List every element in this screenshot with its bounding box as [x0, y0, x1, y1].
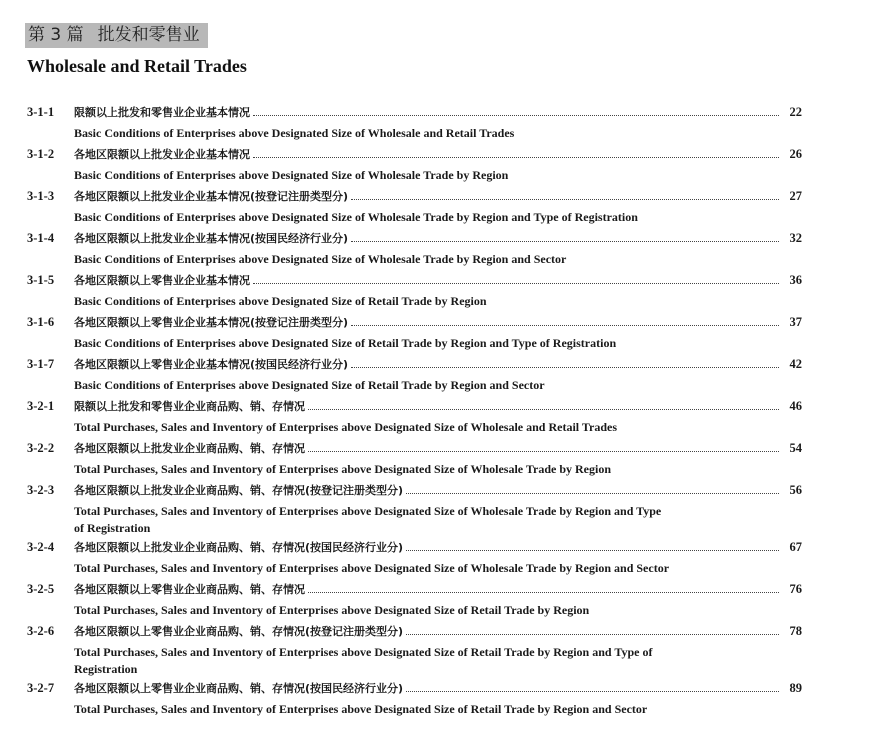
entry-title-en: Basic Conditions of Enterprises above Designated Size of Wholesale Trade by Region and Type of Registration — [74, 210, 638, 224]
entry-title-en: Basic Conditions of Enterprises above Designated Size of Retail Trade by Region and Type of Registration — [74, 336, 617, 350]
entry-number: 3-2-7 — [27, 681, 55, 695]
entry-page[interactable]: 54 — [789, 441, 802, 455]
entry-title-zh[interactable]: 各地区限额以上零售业企业基本情况 — [74, 274, 250, 287]
entry-title-zh[interactable]: 各地区限额以上零售业企业基本情况(按登记注册类型分) — [74, 316, 349, 329]
entry-title-en: Total Purchases, Sales and Inventory of Enterprises above Designated Size of Wholesale and Retail Trades — [74, 420, 618, 434]
entry-title-zh[interactable]: 各地区限额以上批发业企业基本情况(按登记注册类型分) — [74, 190, 349, 203]
entry-page[interactable]: 36 — [789, 273, 802, 287]
toc-entry[interactable] — [27, 579, 802, 621]
entry-title-en: Total Purchases, Sales and Inventory of Enterprises above Designated Size of Retail Trade by Region — [74, 603, 590, 617]
entry-number: 3-1-1 — [27, 105, 55, 119]
toc-entry[interactable] — [27, 186, 802, 228]
entry-page[interactable]: 46 — [789, 399, 802, 413]
entry-title-zh[interactable]: 各地区限额以上零售业企业基本情况(按国民经济行业分) — [74, 358, 349, 371]
toc-entry[interactable] — [27, 621, 802, 678]
dot-leader — [351, 325, 779, 326]
entry-page[interactable]: 89 — [789, 681, 802, 695]
toc-entry[interactable] — [27, 396, 802, 438]
toc-entry[interactable] — [27, 144, 802, 186]
entry-title-en: Basic Conditions of Enterprises above Designated Size of Retail Trade by Region and Sector — [74, 378, 545, 392]
entry-page[interactable]: 56 — [789, 483, 802, 497]
part-header — [25, 23, 208, 48]
part-label: 第 3 篇 — [28, 25, 84, 45]
entry-title-zh[interactable]: 限额以上批发和零售业企业商品购、销、存情况 — [74, 400, 305, 413]
entry-number: 3-2-4 — [27, 540, 55, 554]
entry-page[interactable]: 32 — [789, 231, 802, 245]
entry-number: 3-1-7 — [27, 357, 55, 371]
entry-title-en: Total Purchases, Sales and Inventory of Enterprises above Designated Size of Retail Trade by Region and Type of Registration — [74, 645, 653, 676]
entry-title-en: Total Purchases, Sales and Inventory of Enterprises above Designated Size of Wholesale Trade by Region and Type of Registration — [74, 504, 662, 535]
entry-number: 3-2-1 — [27, 399, 55, 413]
entry-title-en: Total Purchases, Sales and Inventory of Enterprises above Designated Size of Retail Trade by Region and Sector — [74, 702, 648, 716]
entry-title-zh[interactable]: 各地区限额以上零售业企业商品购、销、存情况 — [74, 583, 305, 596]
toc-entry[interactable] — [27, 354, 802, 396]
toc-entry[interactable] — [27, 312, 802, 354]
entry-page[interactable]: 67 — [789, 540, 802, 554]
entry-title-zh[interactable]: 各地区限额以上批发业企业商品购、销、存情况(按国民经济行业分) — [74, 541, 404, 554]
dot-leader — [406, 691, 779, 692]
entry-title-zh[interactable]: 各地区限额以上批发业企业商品购、销、存情况(按登记注册类型分) — [74, 484, 404, 497]
entry-number: 3-1-2 — [27, 147, 55, 161]
entry-title-zh[interactable]: 各地区限额以上零售业企业商品购、销、存情况(按国民经济行业分) — [74, 682, 404, 695]
entry-number: 3-1-3 — [27, 189, 55, 203]
entry-number: 3-1-5 — [27, 273, 55, 287]
entry-title-zh[interactable]: 各地区限额以上零售业企业商品购、销、存情况(按登记注册类型分) — [74, 625, 404, 638]
entry-title-zh[interactable]: 各地区限额以上批发业企业基本情况 — [74, 148, 250, 161]
entry-page[interactable]: 76 — [789, 582, 802, 596]
toc-entry[interactable] — [27, 228, 802, 270]
entry-number: 3-2-6 — [27, 624, 55, 638]
table-of-contents — [27, 102, 802, 720]
toc-entry[interactable] — [27, 438, 802, 480]
toc-entry[interactable] — [27, 537, 802, 579]
part-title-en: Wholesale and Retail Trades — [27, 56, 247, 76]
dot-leader — [308, 451, 779, 452]
entry-title-zh[interactable]: 各地区限额以上批发业企业基本情况(按国民经济行业分) — [74, 232, 349, 245]
entry-page[interactable]: 37 — [789, 315, 802, 329]
entry-title-zh[interactable]: 限额以上批发和零售业企业基本情况 — [74, 106, 250, 119]
dot-leader — [253, 283, 779, 284]
entry-number: 3-2-5 — [27, 582, 55, 596]
entry-page[interactable]: 27 — [789, 189, 802, 203]
dot-leader — [406, 550, 779, 551]
entry-title-en: Basic Conditions of Enterprises above Designated Size of Wholesale Trade by Region — [74, 168, 509, 182]
toc-entry[interactable] — [27, 102, 802, 144]
entry-title-zh[interactable]: 各地区限额以上批发业企业商品购、销、存情况 — [74, 442, 305, 455]
dot-leader — [406, 493, 779, 494]
entry-title-en: Total Purchases, Sales and Inventory of Enterprises above Designated Size of Wholesale Trade by Region and Sector — [74, 561, 670, 575]
entry-number: 3-2-3 — [27, 483, 55, 497]
entry-number: 3-1-4 — [27, 231, 55, 245]
entry-title-en: Basic Conditions of Enterprises above Designated Size of Wholesale Trade by Region and Sector — [74, 252, 567, 266]
dot-leader — [308, 409, 779, 410]
entry-page[interactable]: 26 — [789, 147, 802, 161]
entry-number: 3-2-2 — [27, 441, 55, 455]
entry-page[interactable]: 22 — [789, 105, 802, 119]
dot-leader — [308, 592, 779, 593]
part-title-zh: 批发和零售业 — [97, 25, 200, 45]
toc-entry[interactable] — [27, 480, 802, 537]
dot-leader — [351, 367, 779, 368]
entry-title-en: Basic Conditions of Enterprises above Designated Size of Retail Trade by Region — [74, 294, 487, 308]
entry-title-en: Total Purchases, Sales and Inventory of Enterprises above Designated Size of Wholesale Trade by Region — [74, 462, 612, 476]
toc-entry[interactable] — [27, 270, 802, 312]
dot-leader — [406, 634, 779, 635]
entry-number: 3-1-6 — [27, 315, 55, 329]
dot-leader — [351, 199, 779, 200]
entry-title-en: Basic Conditions of Enterprises above Designated Size of Wholesale and Retail Trades — [74, 126, 515, 140]
dot-leader — [253, 115, 779, 116]
entry-page[interactable]: 42 — [789, 357, 802, 371]
entry-page[interactable]: 78 — [789, 624, 802, 638]
dot-leader — [253, 157, 779, 158]
toc-entry[interactable] — [27, 678, 802, 720]
dot-leader — [351, 241, 779, 242]
